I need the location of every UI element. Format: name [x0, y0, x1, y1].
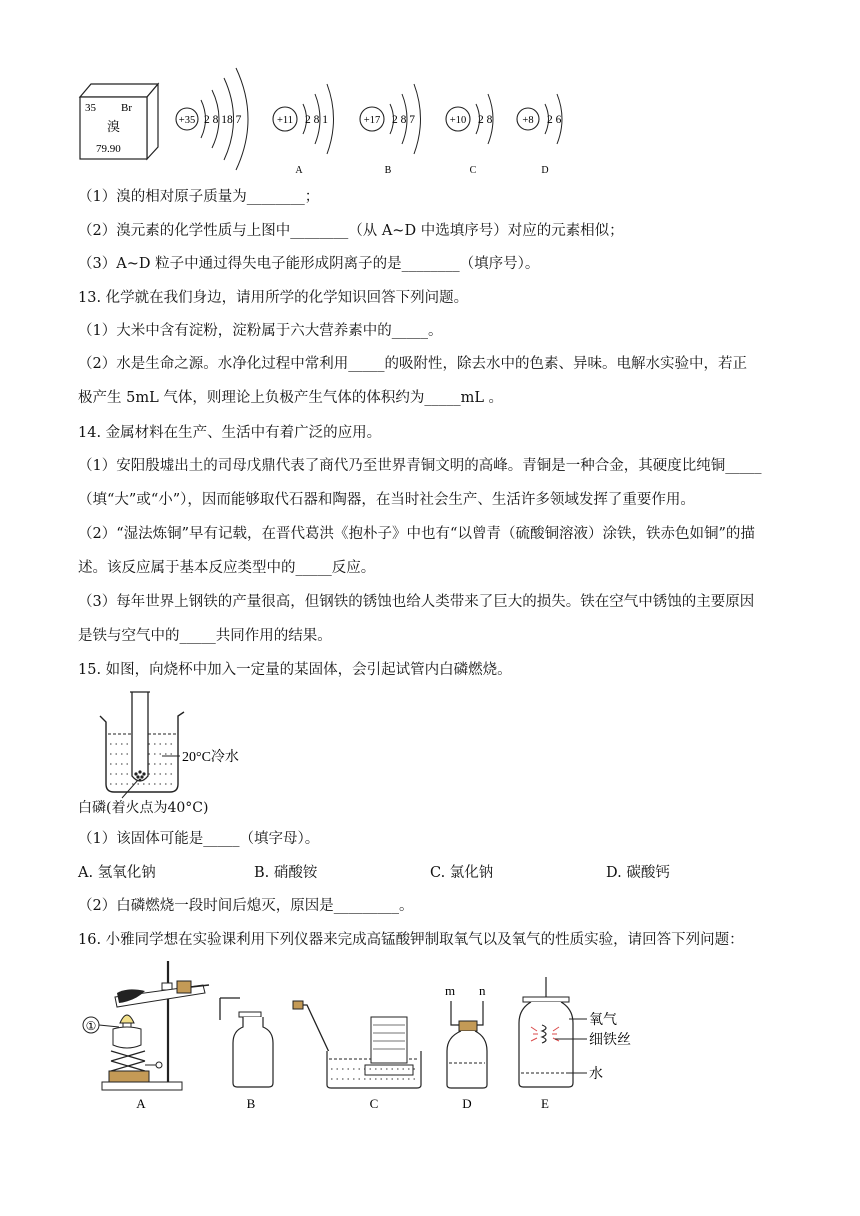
- q15-item-2: （2）白磷燃烧一段时间后熄灭，原因是_________。: [78, 898, 414, 914]
- q14-item-3b: 是铁与空气中的_____共同作用的结果。: [78, 628, 332, 644]
- apparatus-b: [220, 998, 273, 1111]
- q14-title: 14. 金属材料在生产、生活中有着广泛的应用。: [78, 425, 382, 441]
- option-b[interactable]: B. 硝酸铵: [254, 865, 318, 881]
- cold-water-label: 20°C冷水: [182, 750, 239, 765]
- element-symbol: Br: [121, 102, 132, 114]
- particle-b-diagram: [360, 84, 421, 176]
- q14-item-3a: （3）每年世界上钢铁的产量很高，但钢铁的锈蚀也给人类带来了巨大的损失。铁在空气中锈蚀的主要原因: [78, 594, 755, 610]
- particle-c-nucleus: +10: [449, 115, 467, 126]
- port-m: m: [445, 983, 456, 998]
- q14-item-1b: （填“大”或“小”），因而能够取代石器和陶器，在当时社会生产、生活许多领域发挥了重要作用。: [78, 492, 695, 508]
- particle-d-label: D: [541, 165, 549, 176]
- bromine-atom-diagram: [176, 68, 248, 170]
- particle-a-nucleus: +11: [276, 115, 294, 126]
- label-c: C: [369, 1096, 379, 1111]
- q15-title: 15. 如图，向烧杯中加入一定量的某固体，会引起试管内白磷燃烧。: [78, 662, 512, 678]
- q13-item-2b: 极产生 5mL 气体，则理论上负极产生气体的体积约为_____mL 。: [78, 390, 504, 406]
- particle-c-shells: 2 8: [478, 114, 493, 126]
- label-a: A: [136, 1096, 146, 1111]
- particle-d-nucleus: +8: [522, 115, 534, 126]
- label-d: D: [462, 1096, 472, 1111]
- label-b: B: [246, 1096, 256, 1111]
- q12-item-1: （1）溴的相对原子质量为________；: [78, 189, 320, 205]
- marker-one: ①: [85, 1019, 97, 1033]
- option-d[interactable]: D. 碳酸钙: [606, 865, 670, 881]
- label-e: E: [541, 1096, 549, 1111]
- atomic-structure-figure: [70, 62, 590, 182]
- q12-item-2: （2）溴元素的化学性质与上图中________（从 A~D 中选填序号）对应的元素相似；: [78, 223, 624, 239]
- particle-a-label: A: [295, 165, 303, 176]
- q14-item-2a: （2）“湿法炼铜”早有记载，在晋代葛洪《抱朴子》中也有“以曾青（硫酸铜溶液）涂铁，铁赤色如铜”的描: [78, 526, 755, 542]
- q16-title: 16. 小雅同学想在实验课利用下列仪器来完成高锰酸钾制取氧气以及氧气的性质实验，请回答下列问题：: [78, 932, 744, 948]
- port-n: n: [479, 983, 486, 998]
- bromine-shells: 2 8 18 7: [204, 114, 242, 126]
- bromine-nucleus: +35: [178, 115, 196, 126]
- apparatus-d: [445, 983, 487, 1111]
- particle-b-label: B: [384, 165, 392, 176]
- option-a[interactable]: A. 氢氧化钠: [78, 865, 156, 881]
- particle-d-diagram: [517, 94, 562, 176]
- element-name: 溴: [107, 119, 121, 134]
- q13-item-1: （1）大米中含有淀粉，淀粉属于六大营养素中的_____。: [78, 323, 443, 339]
- particle-a-diagram: [273, 84, 334, 176]
- test-tube: [132, 692, 148, 781]
- particle-d-shells: 2 6: [547, 114, 562, 126]
- element-mass: 79.90: [96, 143, 121, 155]
- q15-options: [78, 861, 838, 881]
- q12-item-3: （3）A~D 粒子中通过得失电子能形成阴离子的是________（填序号）。: [78, 256, 540, 272]
- particle-b-nucleus: +17: [363, 115, 381, 126]
- option-c[interactable]: C. 氯化钠: [430, 865, 494, 881]
- e-oxygen-label: 氧气: [589, 1013, 617, 1028]
- q13-title: 13. 化学就在我们身边，请用所学的化学知识回答下列问题。: [78, 290, 469, 306]
- apparatus-c: [293, 1001, 421, 1111]
- element-tile: [80, 84, 158, 159]
- q14-item-1a: （1）安阳殷墟出土的司母戊鼎代表了商代乃至世界青铜文明的高峰。青铜是一种合金，其硬度比纯铜_____: [78, 458, 762, 474]
- lab-apparatus-figure: [75, 955, 645, 1115]
- apparatus-a: [83, 961, 209, 1111]
- particle-a-shells: 2 8 1: [305, 114, 328, 126]
- particle-c-label: C: [469, 165, 477, 176]
- phosphorus-caption: 白磷(着火点为40°C): [78, 800, 209, 816]
- particle-b-shells: 2 8 7: [392, 114, 415, 126]
- e-water-label: 水: [589, 1067, 603, 1082]
- q15-item-1: （1）该固体可能是_____（填字母）。: [78, 831, 320, 847]
- q13-item-2a: （2）水是生命之源。水净化过程中常利用_____的吸附性，除去水中的色素、异味。电解水实验中，若正: [78, 356, 747, 372]
- apparatus-e: [519, 977, 631, 1111]
- q14-item-2b: 述。该反应属于基本反应类型中的_____反应。: [78, 560, 376, 576]
- e-wire-label: 细铁丝: [589, 1033, 631, 1048]
- element-number: 35: [85, 102, 96, 114]
- particle-c-diagram: [446, 94, 493, 176]
